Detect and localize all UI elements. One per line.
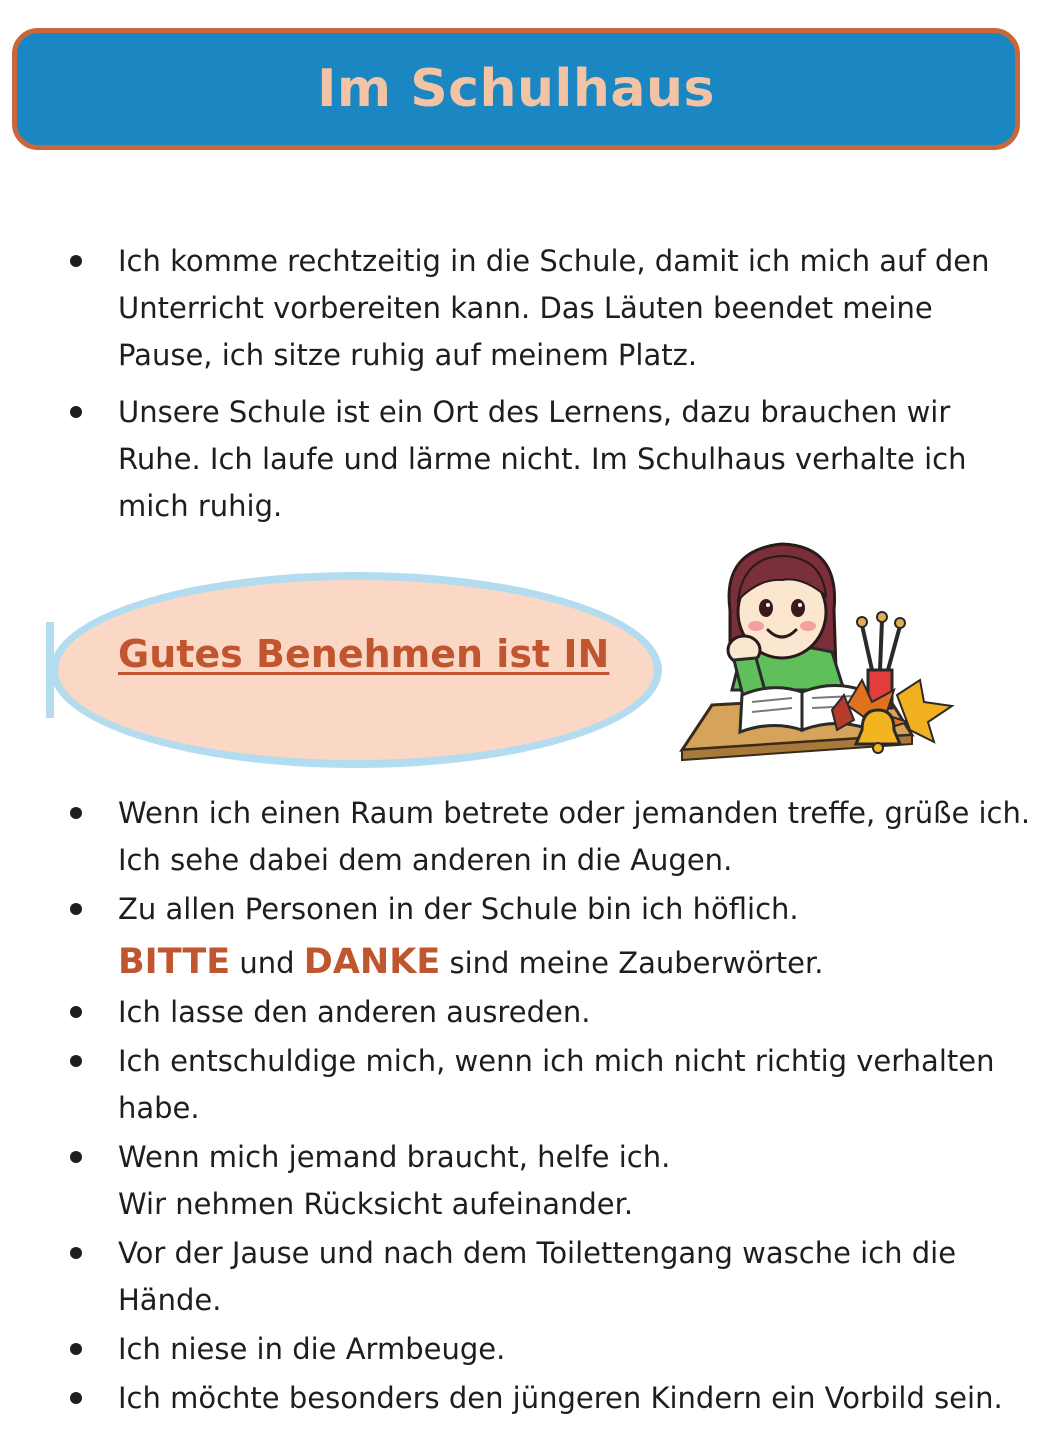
rule-text: Ich niese in die Armbeuge. (118, 1332, 506, 1366)
bullet-icon (70, 1006, 82, 1018)
rule-text: Vor der Jause und nach dem Toilettengang wasche ich die Hände. (118, 1236, 957, 1317)
rule-text: Wenn mich jemand braucht, helfe ich. (118, 1140, 671, 1174)
list-item (0, 790, 1052, 884)
list-item (0, 1134, 1052, 1228)
list-item (0, 1326, 1052, 1373)
bullet-icon (70, 406, 82, 418)
magic-words-rest: sind meine Zauberwörter. (440, 946, 824, 980)
bullet-icon (70, 1151, 82, 1163)
rule-text: Ich komme rechtzeitig in die Schule, damit ich mich auf den Unterricht vorbereiten kann. Das Läuten beendet meine Pause, ich sitze ruhig auf meinem Platz. (118, 244, 990, 372)
bullet-icon (70, 807, 82, 819)
list-item (0, 389, 1052, 530)
magic-word-bitte: BITTE (118, 942, 231, 982)
bullet-icon (70, 255, 82, 267)
girl-reading-at-desk-illustration (672, 530, 972, 780)
bullet-icon (70, 1247, 82, 1259)
magic-word-danke: DANKE (303, 942, 441, 982)
bullet-icon (70, 1055, 82, 1067)
bullet-icon (70, 1392, 82, 1404)
bullet-icon (70, 1343, 82, 1355)
list-item (0, 1038, 1052, 1132)
list-item (0, 1230, 1052, 1324)
list-item (0, 1375, 1052, 1422)
magic-connector: und (230, 946, 304, 980)
list-item (0, 989, 1052, 1036)
rules-list-top (0, 238, 1052, 540)
rule-text: Ich lasse den anderen ausreden. (118, 995, 591, 1029)
callout-title: Gutes Benehmen ist IN (118, 632, 610, 676)
title-banner (12, 28, 1020, 150)
bullet-icon (70, 903, 82, 915)
list-item (0, 886, 1052, 987)
rule-text: Ich möchte besonders den jüngeren Kindern ein Vorbild sein. (118, 1381, 1003, 1415)
page-title: Im Schulhaus (317, 59, 715, 119)
rule-text-continued: Wir nehmen Rücksicht aufeinander. (118, 1187, 634, 1221)
rules-list-bottom (0, 790, 1052, 1424)
list-item (0, 238, 1052, 379)
rule-text: Wenn ich einen Raum betrete oder jemanden treffe, grüße ich. Ich sehe dabei dem anderen in die Augen. (118, 796, 1031, 877)
rule-text: Ich entschuldige mich, wenn ich mich nicht richtig verhalten habe. (118, 1044, 995, 1125)
magic-words-line (118, 939, 1032, 987)
rule-text: Zu allen Personen in der Schule bin ich höflich. (118, 892, 799, 926)
rule-text: Unsere Schule ist ein Ort des Lernens, dazu brauchen wir Ruhe. Ich laufe und lärme nicht. Im Schulhaus verhalte ich mich ruhig. (118, 395, 967, 523)
